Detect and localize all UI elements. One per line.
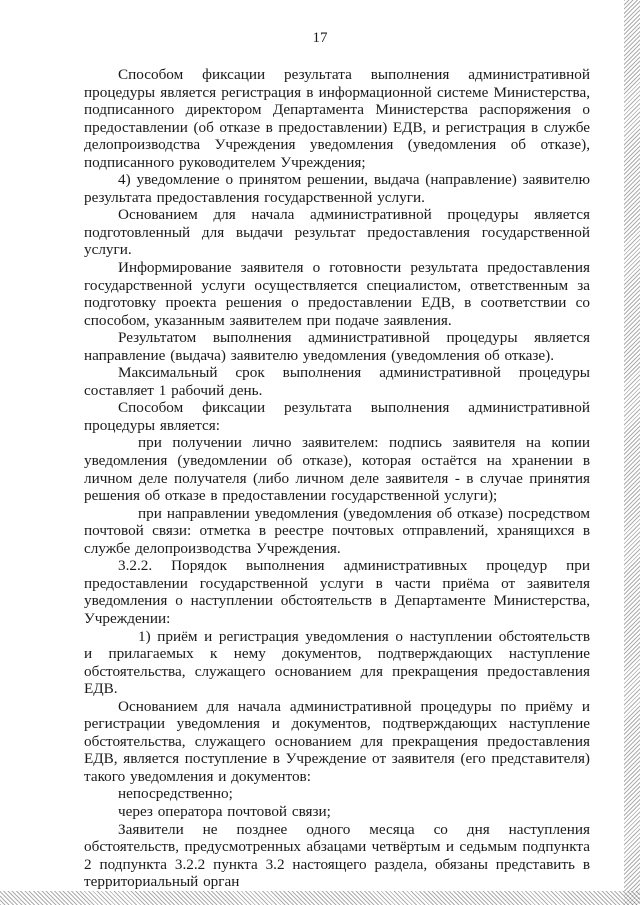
paragraph-basis: Основанием для начала административной процедуры является подготовленный для выдачи результат предоставления государственной услуги. (84, 206, 590, 259)
paragraph-postal-operator: через оператора почтовой связи; (118, 802, 331, 820)
paragraph-basis-2: Основанием для начала административной процедуры по приёму и регистрации уведомления и документов, подтверждающих наступление обстоятельства, служащего основанием для прекращения предоставления ЕДВ, является поступление в Учреждение от заявителя (его представителя) такого уведомления и документов: (84, 697, 590, 785)
paragraph-result: Результатом выполнения административной процедуры является направление (выдача) заявителю уведомления (уведомления об отказе). (84, 329, 590, 364)
paragraph-postal-delivery: при направлении уведомления (уведомления об отказе) посредством почтовой связи: отметка в реестре почтовых отправлений, хранящихся в службе делопроизводства Учреждения. (84, 504, 590, 557)
paragraph-item-1: 1) приём и регистрация уведомления о наступлении обстоятельств и прилагаемых к нему документов, подтверждающих наступление обстоятельства, служащего основанием для прекращения предоставления ЕДВ. (84, 627, 590, 698)
scan-edge-right (624, 0, 640, 905)
paragraph-informing: Информирование заявителя о готовности результата предоставления государственной услуги осуществляется специалистом, ответственным за подготовку проекта решения о предоставлении ЕДВ, в соответствии со способом, указанным заявителем при подаче заявления. (84, 259, 590, 329)
paragraph-fixation-method-2: Способом фиксации результата выполнения административной процедуры является: (84, 399, 590, 434)
paragraph-applicants-deadline: Заявители не позднее одного месяца со дня наступления обстоятельств, предусмотренных абзацами четвёртым и седьмым подпункта 2 подпункта 3.2.2 пункта 3.2 настоящего раздела, обязаны представить в территориальный орган (84, 820, 590, 891)
paragraph-max-term: Максимальный срок выполнения административной процедуры составляет 1 рабочий день. (84, 364, 590, 399)
paragraph-directly: непосредственно; (118, 785, 233, 803)
scan-edge-bottom (0, 891, 640, 905)
page-number: 17 (312, 30, 328, 46)
document-body (84, 66, 590, 891)
paragraph-personal-receipt: при получении лично заявителем: подпись заявителя на копии уведомления (уведомлении об отказе), которая остаётся на хранении в личном деле получателя (либо личном деле заявителя - в случае принятия решения об отказе в предоставлении государственной услуги); (84, 434, 590, 505)
paragraph-section-3-2-2: 3.2.2. Порядок выполнения административных процедур при предоставлении государственной услуги в части приёма от заявителя уведомления о наступлении обстоятельств в Департаменте Министерства, Учреждении: (84, 557, 590, 627)
paragraph-fixation-method: Способом фиксации результата выполнения административной процедуры является регистрация в информационной системе Министерства, подписанного директором Департамента Министерства распоряжения о предоставлении (об отказе в предоставлении) ЕДВ, и регистрация в службе делопроизводства Учреждения уведомления (уведомления об отказе), подписанного руководителем Учреждения; (84, 66, 590, 171)
paragraph-item-4: 4) уведомление о принятом решении, выдача (направление) заявителю результата предоставления государственной услуги. (84, 171, 590, 206)
